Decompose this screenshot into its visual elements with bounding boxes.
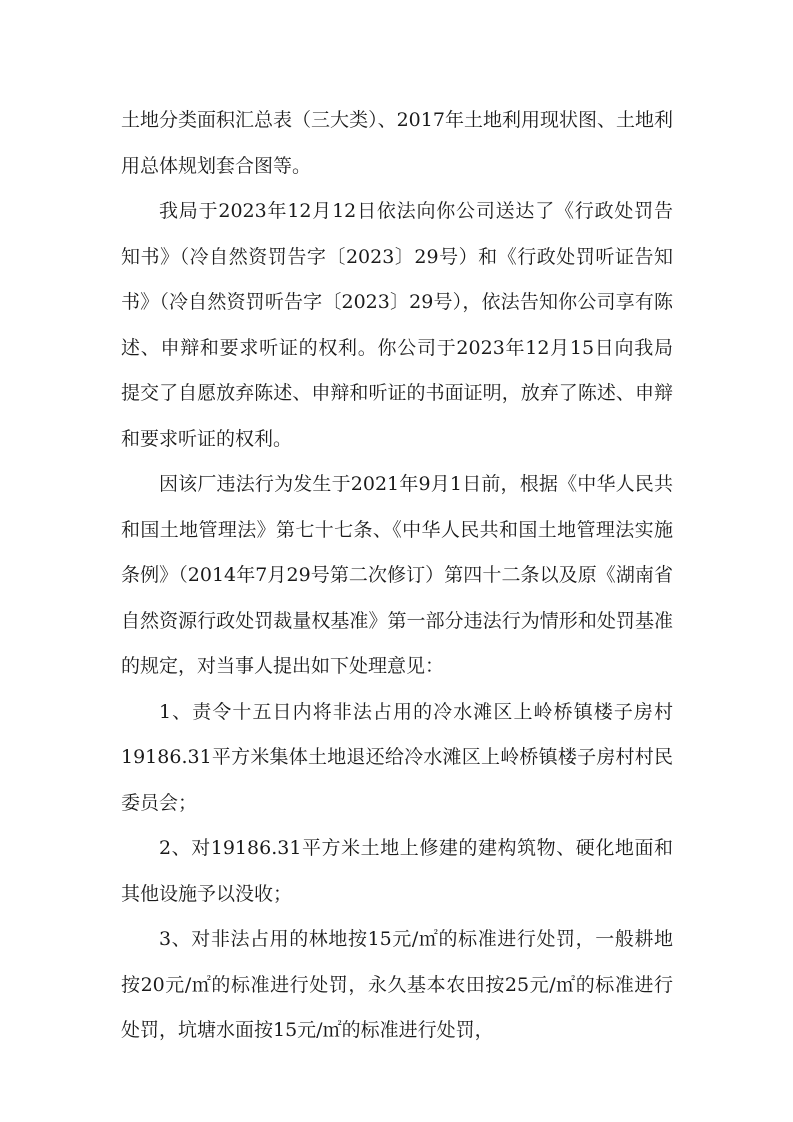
paragraph-continuation: 土地分类面积汇总表（三大类）、2017年土地利用现状图、土地利用总体规划套合图等。: [121, 109, 673, 177]
paragraph-item-3: 3、对非法占用的林地按15元/㎡的标准进行处罚，一般耕地按20元/㎡的标准进行处罚，永久基本农田按25元/㎡的标准进行处罚，坑塘水面按15元/㎡的标准进行处罚，: [121, 928, 673, 1041]
paragraph-legal-basis: 因该厂违法行为发生于2021年9月1日前，根据《中华人民共和国土地管理法》第七十七条、《中华人民共和国土地管理法实施条例》（2014年7月29号第二次修订）第四十二条以及原《湖南省自然资源行政处罚裁量权基准》第一部分违法行为情形和处罚基准的规定，对当事人提出如下处理意见：: [121, 473, 673, 677]
paragraph-item-2: 2、对19186.31平方米土地上修建的建构筑物、硬化地面和其他设施予以没收；: [121, 837, 673, 905]
paragraph-item-1: 1、责令十五日内将非法占用的冷水滩区上岭桥镇楼子房村19186.31平方米集体土地退还给冷水滩区上岭桥镇楼子房村村民委员会；: [121, 700, 673, 814]
document-body: [121, 98, 673, 1054]
paragraph-notice-delivery: 我局于2023年12月12日依法向你公司送达了《行政处罚告知书》（冷自然资罚告字〔2023〕29号）和《行政处罚听证告知书》（冷自然资罚听告字〔2023〕29号），依法告知你公司享有陈述、申辩和要求听证的权利。你公司于2023年12月15日向我局提交了自愿放弃陈述、申辩和听证的书面证明，放弃了陈述、申辩和要求听证的权利。: [121, 200, 673, 450]
